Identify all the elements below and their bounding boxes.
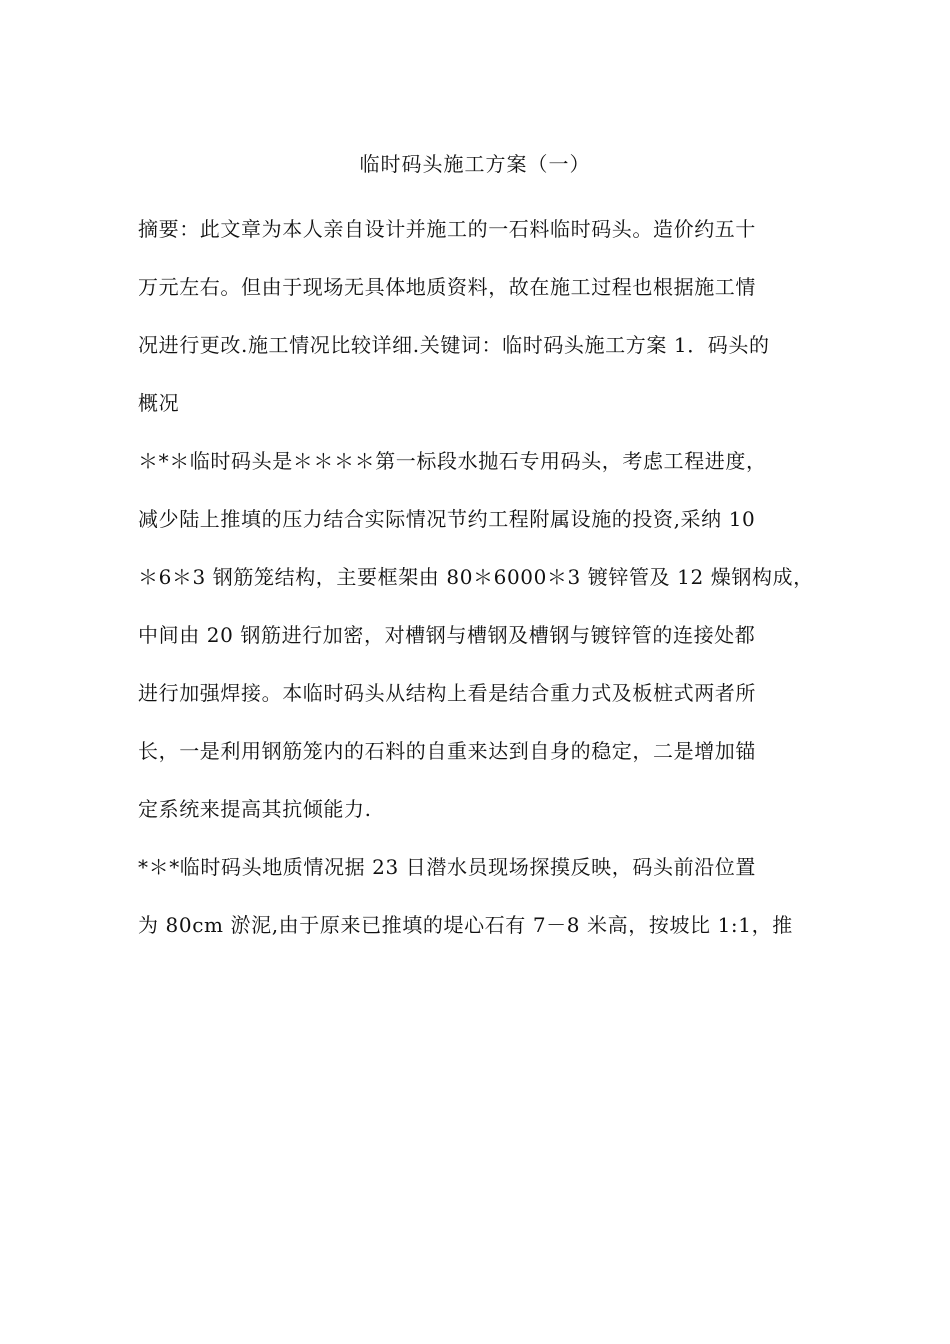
text-line: 中间由 20 钢筋进行加密，对槽钢与槽钢及槽钢与镀锌管的连接处都 (138, 623, 756, 647)
paragraph-overview (138, 432, 824, 838)
text-line: 况进行更改.施工情况比较详细.关键词：临时码头施工方案 1．码头的 (138, 333, 770, 357)
text-line: 概况 (138, 391, 180, 415)
paragraph-geology (138, 838, 824, 954)
text-line: *＊*临时码头地质情况据 23 日潜水员现场探摸反映，码头前沿位置 (138, 855, 756, 879)
document-body (138, 200, 824, 954)
text-line: 摘要：此文章为本人亲自设计并施工的一石料临时码头。造价约五十 (138, 217, 756, 241)
page-title: 临时码头施工方案（一） (359, 152, 591, 176)
text-line: 减少陆上推填的压力结合实际情况节约工程附属设施的投资,采纳 10 (138, 507, 756, 531)
text-line: 长，一是利用钢筋笼内的石料的自重来达到自身的稳定，二是增加锚 (138, 739, 756, 763)
text-line: 定系统来提高其抗倾能力. (138, 797, 372, 821)
text-line: 为 80cm 淤泥,由于原来已推填的堤心石有 7－8 米高，按坡比 1:1，推 (138, 913, 793, 937)
text-line: ＊6＊3 钢筋笼结构，主要框架由 80＊6000＊3 镀锌管及 12 燥钢构成， (138, 565, 814, 589)
text-line: 进行加强焊接。本临时码头从结构上看是结合重力式及板桩式两者所 (138, 681, 756, 705)
paragraph-abstract (138, 200, 824, 432)
text-line: 万元左右。但由于现场无具体地质资料，故在施工过程也根据施工情 (138, 275, 756, 299)
text-line: ＊*＊临时码头是＊＊＊＊第一标段水抛石专用码头，考虑工程进度， (138, 449, 767, 473)
